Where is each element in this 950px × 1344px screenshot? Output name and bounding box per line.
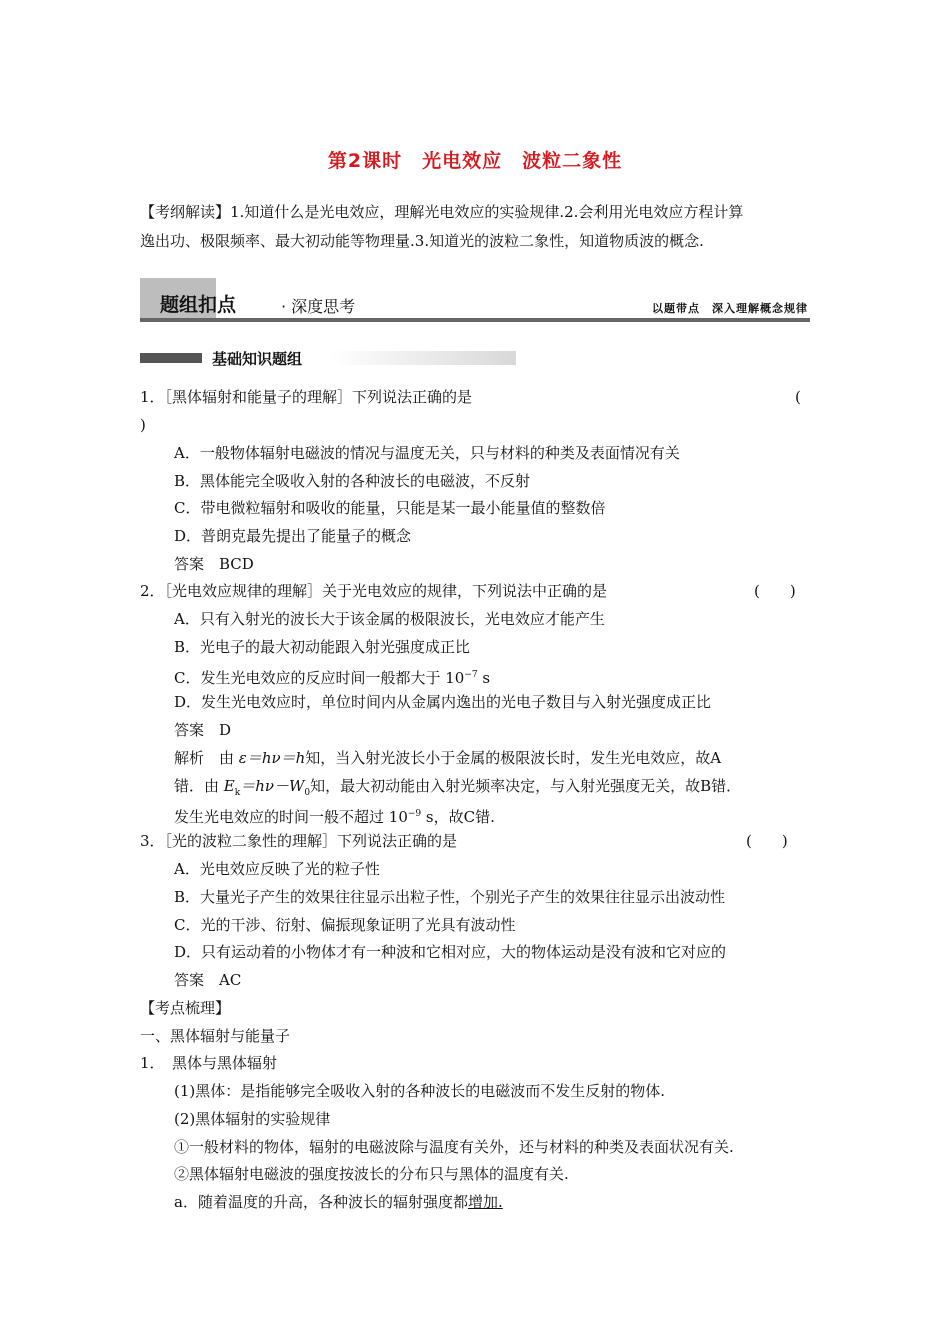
q3-answer: 答案 AC — [174, 971, 242, 989]
q1-option-d: D．普朗克最先提出了能量子的概念 — [174, 527, 412, 545]
q3-option-a: A．光电效应反映了光的粒子性 — [174, 860, 380, 878]
syllabus-line-2: 逸出功、极限频率、最大初动能等物理量.3.知道光的波粒二象性，知道物质波的概念. — [140, 232, 704, 250]
review-heading: 【考点梳理】 — [140, 999, 231, 1017]
fill-blank-answer: 增加. — [467, 1193, 503, 1211]
q2-analysis-line-1: 解析 由 ε＝hν＝h知，当入射光波长小于金属的极限波长时，发生光电效应，故A — [174, 749, 722, 767]
q1-answer: 答案 BCD — [174, 555, 254, 573]
banner-subtitle: · 深度思考 — [281, 297, 356, 316]
review-point-2: ②黑体辐射电磁波的强度按波长的分布只与黑体的温度有关. — [174, 1165, 569, 1183]
section-header-bar — [140, 353, 202, 363]
q3-option-b: B．大量光子产生的效果往往显示出粒子性，个别光子产生的效果往往显示出波动性 — [174, 888, 726, 906]
review-point-1: ①一般材料的物体，辐射的电磁波除与温度有关外，还与材料的种类及表面状况有关. — [174, 1138, 734, 1156]
syllabus-line-1: 【考纲解读】1.知道什么是光电效应，理解光电效应的实验规律.2.会利用光电效应方程计算 — [140, 203, 744, 221]
q2-paren: ( ) — [754, 582, 796, 600]
q2-option-a: A．只有入射光的波长大于该金属的极限波长，光电效应才能产生 — [174, 610, 605, 628]
banner-rule — [140, 318, 810, 322]
q2-stem: 2．［光电效应规律的理解］关于光电效应的规律，下列说法中正确的是 — [140, 582, 608, 600]
q3-option-c: C．光的干涉、衍射、偏振现象证明了光具有波动性 — [174, 916, 516, 934]
review-part-1: 一、黑体辐射与能量子 — [140, 1027, 291, 1045]
q2-analysis-line-2: 错．由 $E_k=h\nu-W_0$知，最大初动能由入射光频率决定，与入射光强度无关，故B错． — [174, 777, 742, 798]
section-header-fade — [330, 351, 516, 365]
q2-option-d: D．发生光电效应时，单位时间内从金属内逸出的光电子数目与入射光强度成正比 — [174, 693, 712, 711]
q1-paren-left: ( — [795, 388, 801, 406]
q3-option-d: D．只有运动着的小物体才有一种波和它相对应，大的物体运动是没有波和它对应的 — [174, 943, 727, 961]
review-sub-2: (2)黑体辐射的实验规律 — [174, 1110, 331, 1128]
q2-option-c: C．发生光电效应的反应时间一般都大于 $10^{-7}$ s — [174, 669, 491, 687]
q2-option-b: B．光电子的最大初动能跟入射光强度成正比 — [174, 638, 471, 656]
q1-stem: 1．［黑体辐射和能量子的理解］下列说法正确的是 — [140, 388, 473, 406]
q2-answer: 答案 D — [174, 721, 232, 739]
review-item-1: 1． 黑体与黑体辐射 — [140, 1054, 278, 1072]
q1-option-c: C．带电微粒辐射和吸收的能量，只能是某一最小能量值的整数倍 — [174, 499, 606, 517]
banner-title: 题组扣点 — [160, 294, 237, 316]
section-header — [140, 348, 516, 368]
section-header-label: 基础知识题组 — [212, 350, 303, 368]
q3-stem: 3．［光的波粒二象性的理解］下列说法正确的是 — [140, 832, 458, 850]
review-sub-1: (1)黑体：是指能够完全吸收入射的各种波长的电磁波而不发生反射的物体. — [174, 1082, 666, 1100]
page-title: 第2课时 光电效应 波粒二象性 — [327, 150, 623, 172]
review-point-a: a．随着温度的升高，各种波长的辐射强度都增加. — [174, 1193, 503, 1211]
banner-tagline: 以题带点 深入理解概念规律 — [652, 302, 808, 315]
section-banner — [140, 278, 810, 324]
q3-paren: ( ) — [746, 832, 788, 850]
q1-option-b: B．黑体能完全吸收入射的各种波长的电磁波，不反射 — [174, 472, 531, 490]
q1-option-a: A．一般物体辐射电磁波的情况与温度无关，只与材料的种类及表面情况有关 — [174, 444, 680, 462]
q1-paren-right: ) — [140, 416, 146, 434]
q2-analysis-line-3: 发生光电效应的时间一般不超过 $10^{-9}$ s，故C错. — [174, 808, 495, 826]
